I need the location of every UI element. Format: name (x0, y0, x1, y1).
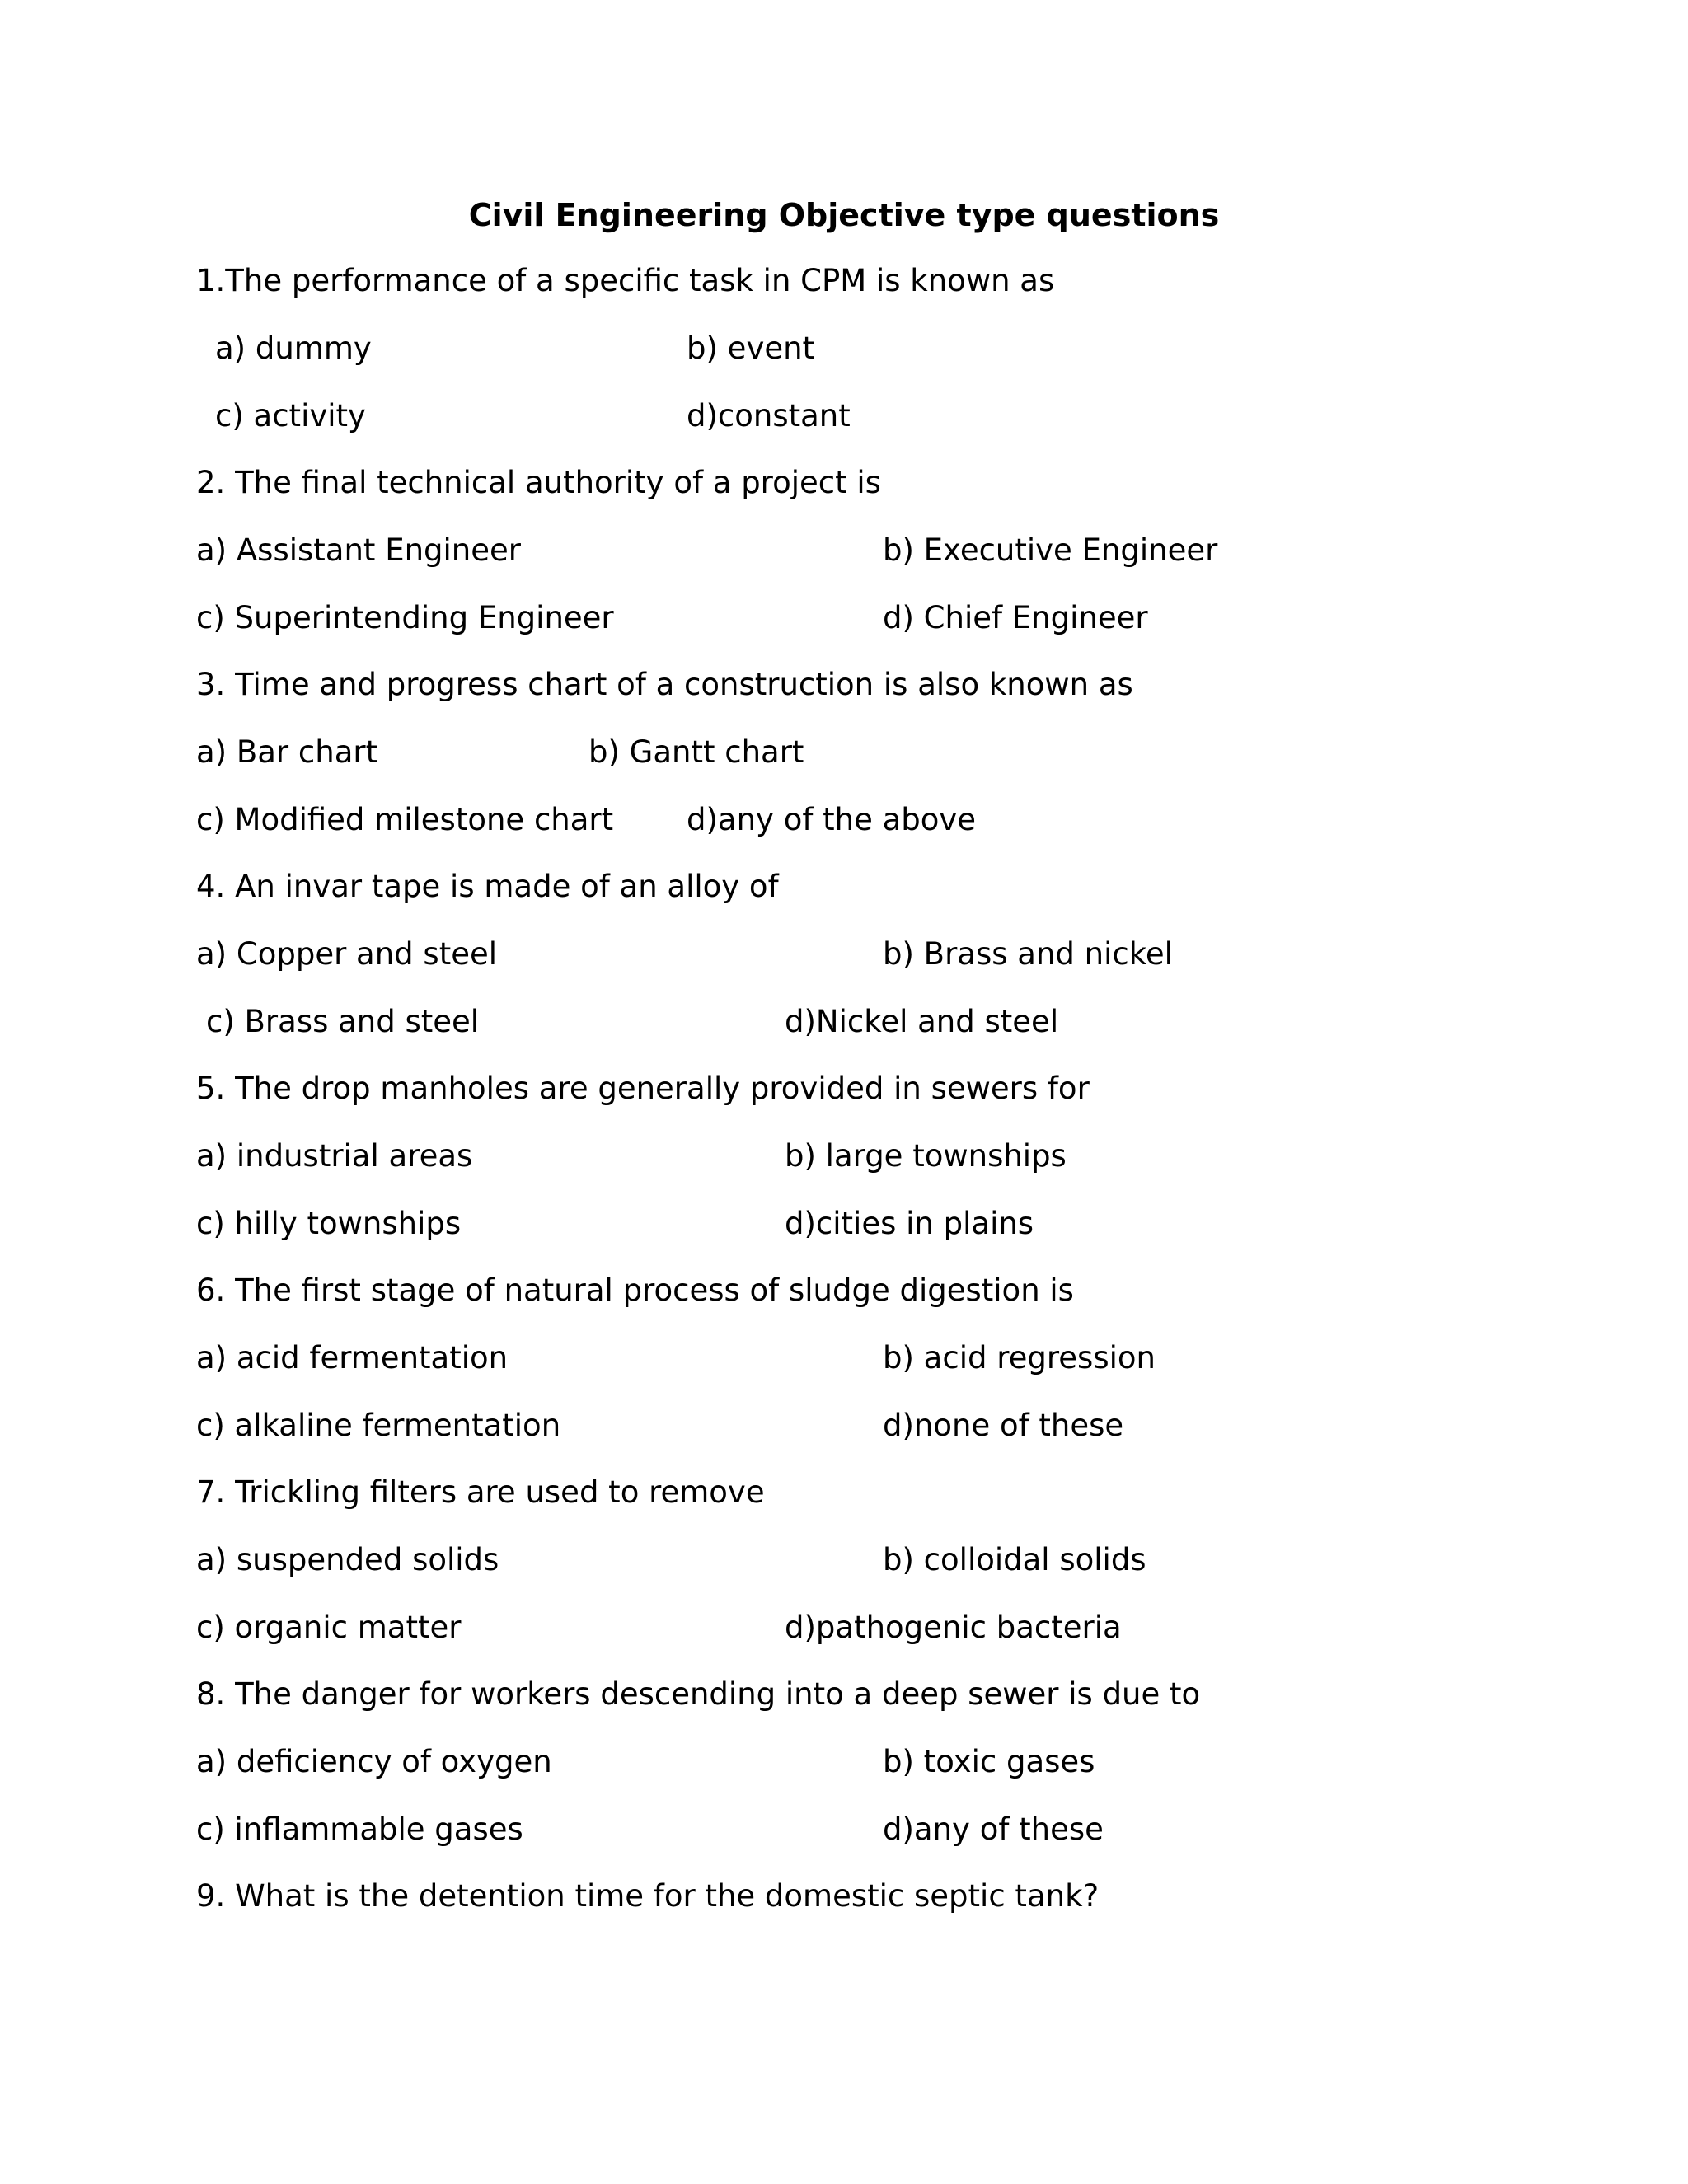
question-3-option-a: a) Bar chart (196, 734, 378, 770)
question-5-option-d: d)cities in plains (785, 1206, 1034, 1241)
question-4-text: 4. An invar tape is made of an alloy of (196, 869, 779, 904)
question-6-option-a: a) acid fermentation (196, 1340, 509, 1376)
question-2-option-b: b) Executive Engineer (883, 532, 1218, 568)
question-8-option-b: b) toxic gases (883, 1744, 1095, 1779)
question-4-option-d: d)Nickel and steel (785, 1004, 1059, 1039)
question-6-option-c: c) alkaline fermentation (196, 1408, 561, 1443)
question-7-option-b: b) colloidal solids (883, 1542, 1146, 1577)
question-6-option-b: b) acid regression (883, 1340, 1156, 1376)
question-7-option-a: a) suspended solids (196, 1542, 499, 1577)
question-5-text: 5. The drop manholes are generally provided in sewers for (196, 1071, 1090, 1106)
question-8-option-d: d)any of these (883, 1811, 1104, 1847)
question-6-option-d: d)none of these (883, 1408, 1124, 1443)
question-1-option-d: d)constant (687, 398, 851, 434)
question-1-text: 1.The performance of a specific task in CPM is known as (196, 263, 1055, 298)
question-1-option-b: b) event (687, 330, 815, 366)
question-3-option-b: b) Gantt chart (588, 734, 804, 770)
question-2-option-a: a) Assistant Engineer (196, 532, 521, 568)
question-7-text: 7. Trickling filters are used to remove (196, 1474, 765, 1510)
question-4-option-b: b) Brass and nickel (883, 936, 1173, 972)
question-2-option-d: d) Chief Engineer (883, 600, 1148, 635)
question-4-option-a: a) Copper and steel (196, 936, 498, 972)
question-7-option-d: d)pathogenic bacteria (785, 1610, 1122, 1645)
question-8-text: 8. The danger for workers descending into a deep sewer is due to (196, 1676, 1201, 1712)
question-7-option-c: c) organic matter (196, 1610, 462, 1645)
question-1-option-a: a) dummy (215, 330, 372, 366)
question-4-option-c: c) Brass and steel (206, 1004, 480, 1039)
question-6-text: 6. The first stage of natural process of sludge digestion is (196, 1272, 1074, 1308)
question-5-option-b: b) large townships (785, 1138, 1067, 1174)
question-2-option-c: c) Superintending Engineer (196, 600, 614, 635)
document-title: Civil Engineering Objective type questions (468, 197, 1220, 233)
question-3-option-d: d)any of the above (687, 802, 977, 837)
question-3-text: 3. Time and progress chart of a construction is also known as (196, 667, 1133, 702)
question-5-option-c: c) hilly townships (196, 1206, 462, 1241)
question-1-option-c: c) activity (215, 398, 366, 434)
question-8-option-a: a) deficiency of oxygen (196, 1744, 552, 1779)
question-9-text: 9. What is the detention time for the domestic septic tank? (196, 1878, 1100, 1914)
question-5-option-a: a) industrial areas (196, 1138, 473, 1174)
question-2-text: 2. The final technical authority of a project is (196, 465, 881, 500)
question-8-option-c: c) inflammable gases (196, 1811, 523, 1847)
question-3-option-c: c) Modified milestone chart (196, 802, 614, 837)
